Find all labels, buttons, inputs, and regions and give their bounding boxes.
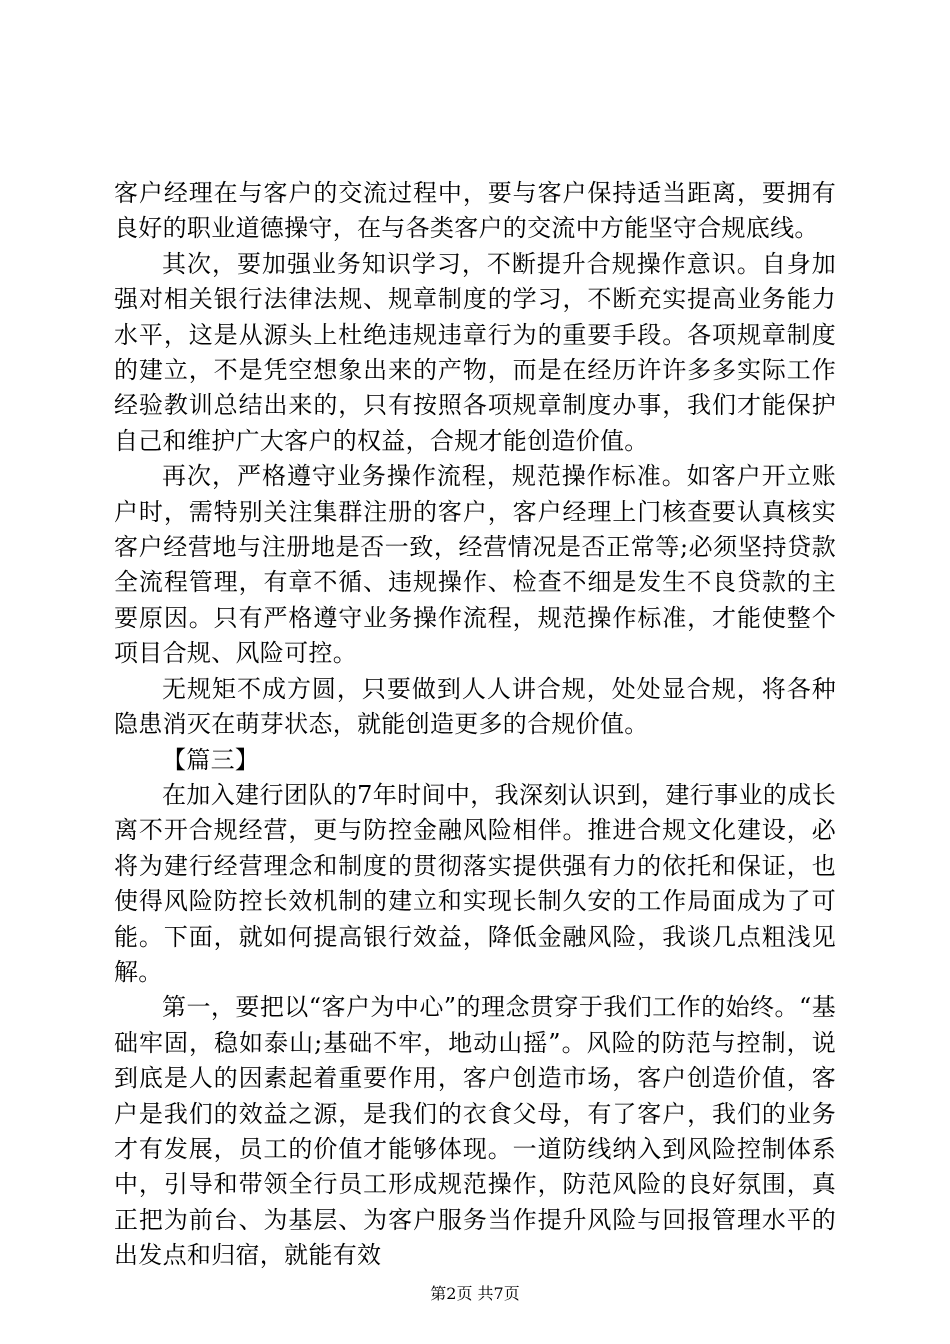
- page-number-footer: 第2页 共7页: [430, 1284, 520, 1303]
- document-body: [114, 176, 836, 1274]
- paragraph-4: 无规矩不成方圆，只要做到人人讲合规，处处显合规，将各种隐患消灭在萌芽状态，就能创造更多的合规价值。: [114, 674, 836, 739]
- paragraph-5: 在加入建行团队的7年时间中，我深刻认识到，建行事业的成长离不开合规经营，更与防控金融风险相伴。推进合规文化建设，必将为建行经营理念和制度的贯彻落实提供强有力的依托和保证，也使得风险防控长效机制的建立和实现长制久安的工作局面成为了可能。下面，就如何提高银行效益，降低金融风险，我谈几点粗浅见解。: [114, 780, 836, 986]
- paragraph-6: 第一，要把以“客户为中心”的理念贯穿于我们工作的始终。“基础牢固，稳如泰山;基础不牢，地动山摇”。风险的防范与控制，说到底是人的因素起着重要作用，客户创造市场，客户创造价值，客户是我们的效益之源，是我们的衣食父母，有了客户，我们的业务才有发展，员工的价值才能够体现。一道防线纳入到风险控制体系中，引导和带领全行员工形成规范操作，防范风险的良好氛围，真正把为前台、为基层、为客户服务当作提升风险与回报管理水平的出发点和归宿，就能有效: [114, 993, 836, 1270]
- section-heading: 【篇三】: [162, 745, 260, 774]
- paragraph-2: 其次，要加强业务知识学习，不断提升合规操作意识。自身加强对相关银行法律法规、规章制度的学习，不断充实提高业务能力水平，这是从源头上杜绝违规违章行为的重要手段。各项规章制度的建立，不是凭空想象出来的产物，而是在经历许许多多实际工作经验教训总结出来的，只有按照各项规章制度办事，我们才能保护自己和维护广大客户的权益，合规才能创造价值。: [114, 249, 836, 455]
- paragraph-3: 再次，严格遵守业务操作流程，规范操作标准。如客户开立账户时，需特别关注集群注册的客户，客户经理上门核查要认真核实客户经营地与注册地是否一致，经营情况是否正常等;必须坚持贷款全流程管理，有章不循、违规操作、检查不细是发生不良贷款的主要原因。只有严格遵守业务操作流程，规范操作标准，才能使整个项目合规、风险可控。: [114, 462, 836, 668]
- paragraph-1: 客户经理在与客户的交流过程中，要与客户保持适当距离，要拥有良好的职业道德操守，在与各类客户的交流中方能坚守合规底线。: [114, 179, 836, 243]
